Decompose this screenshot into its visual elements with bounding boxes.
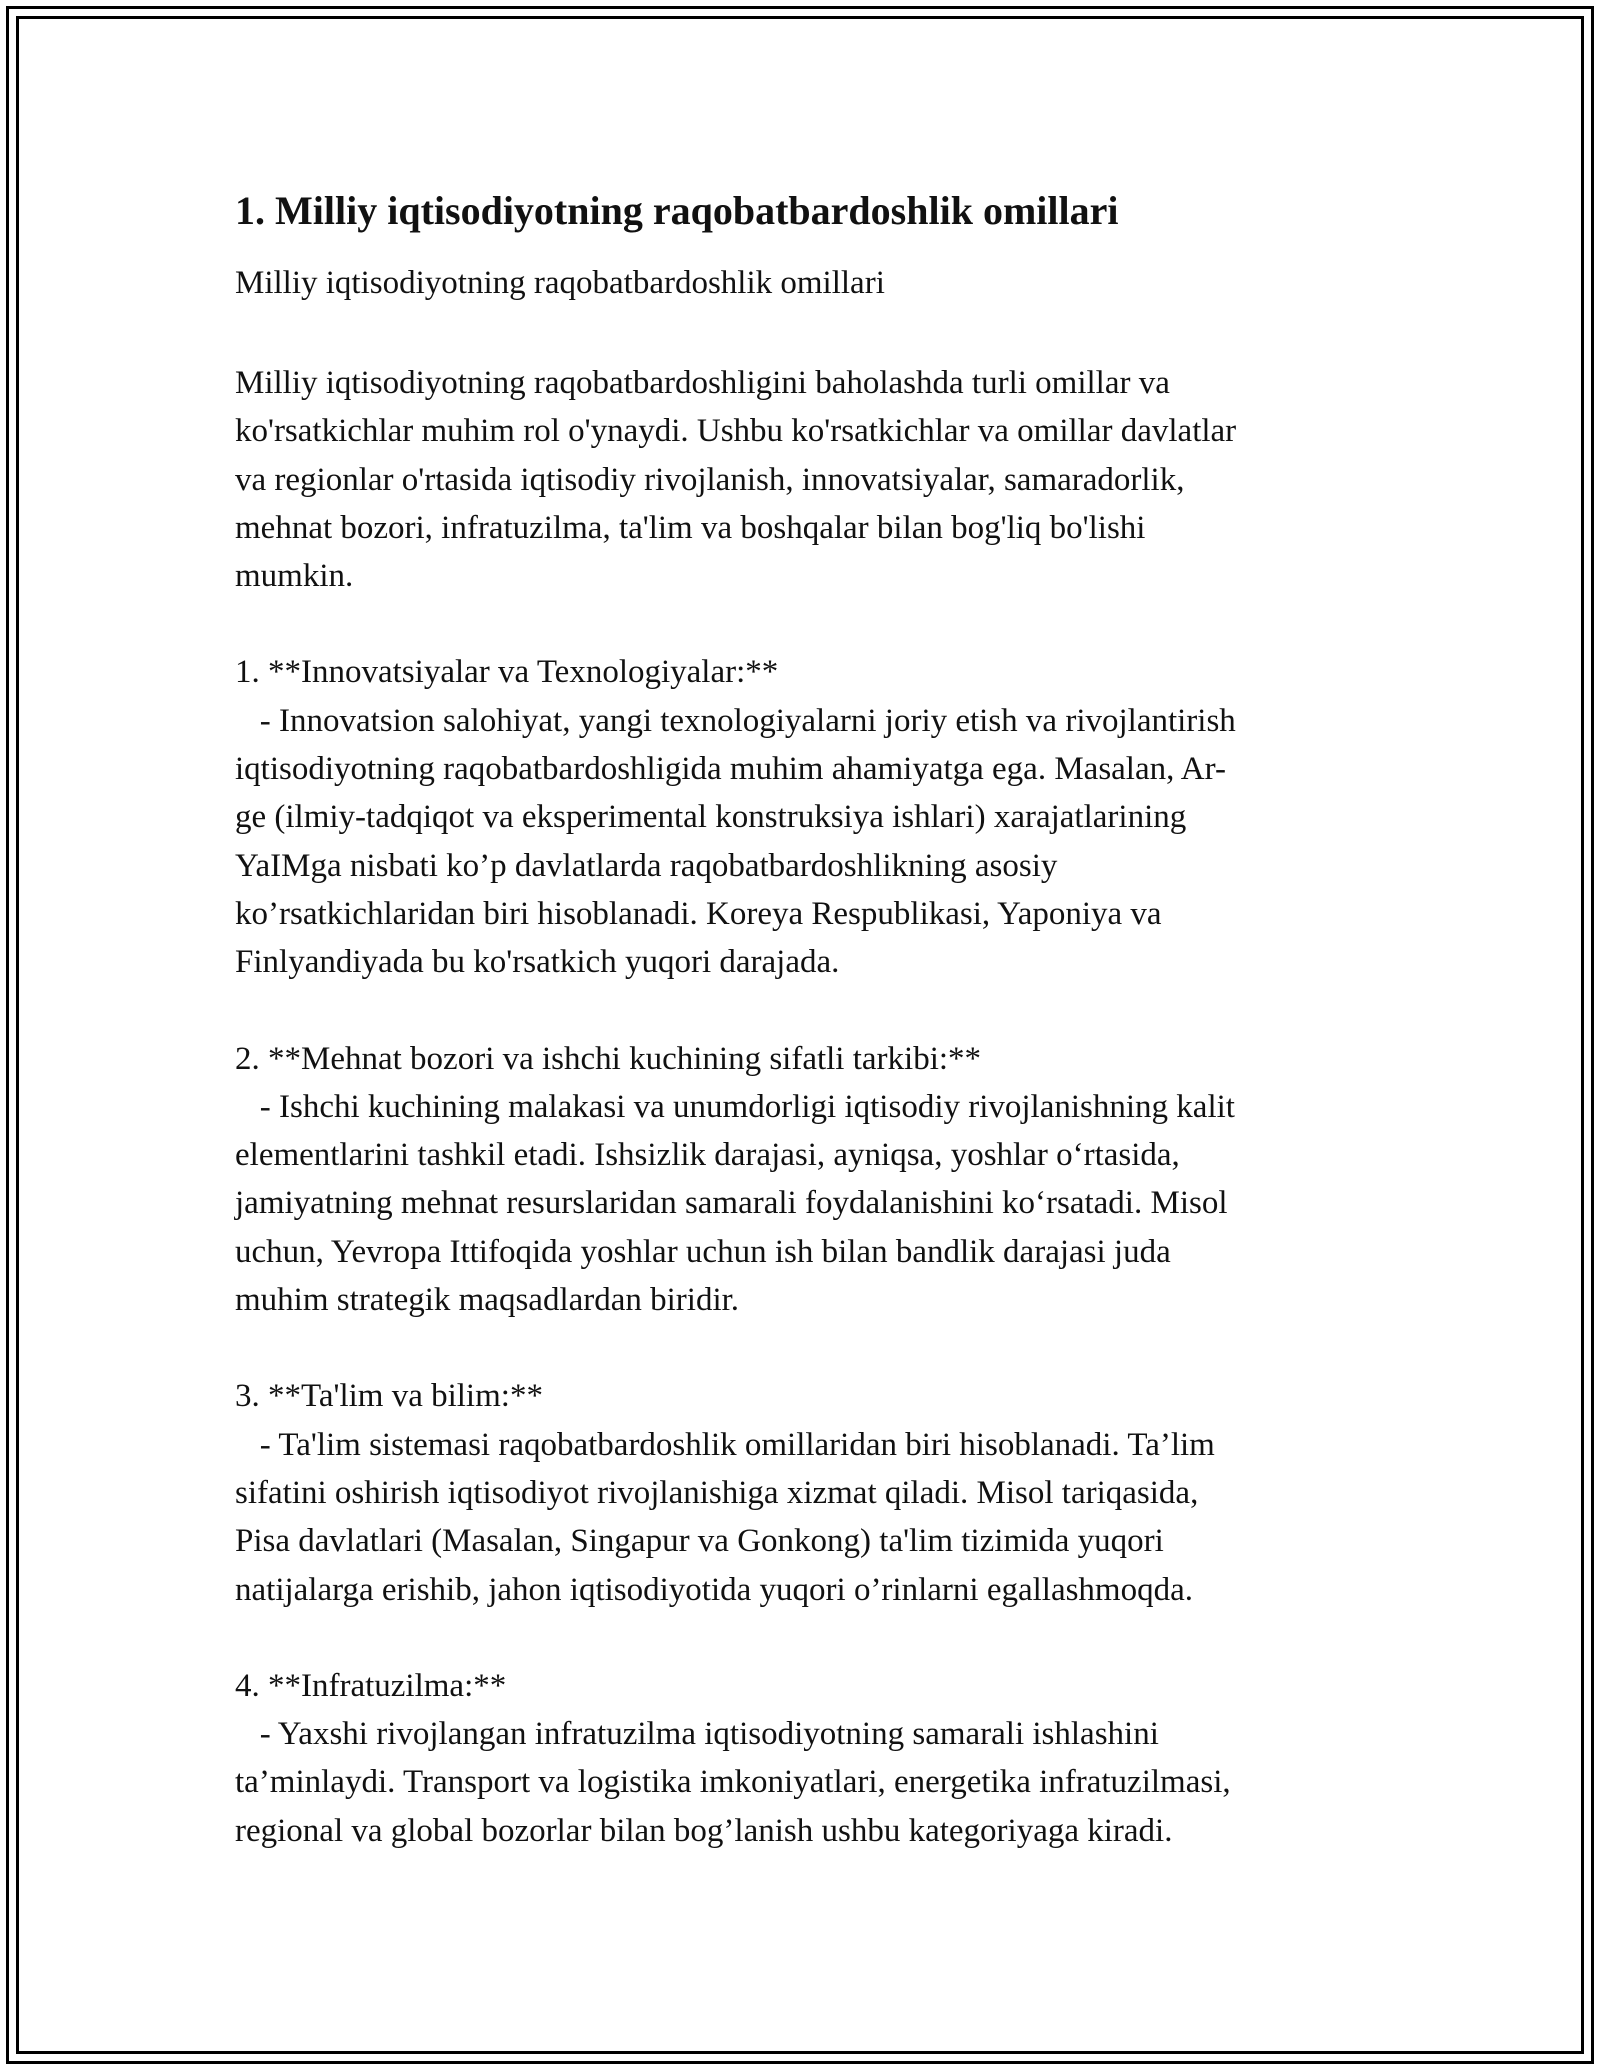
section-line: elementlarini tashkil etadi. Ishsizlik darajasi, ayniqsa, yoshlar o‘rtasida, xyxy=(235,1137,1180,1174)
section-line: natijalarga erishib, jahon iqtisodiyotida yuqori o’rinlarni egallashmoqda. xyxy=(235,1571,1193,1608)
section-line: sifatini oshirish iqtisodiyot rivojlanishiga xizmat qiladi. Misol tariqasida, xyxy=(235,1474,1199,1511)
section-heading: 4. **Infratuzilma:** xyxy=(235,1667,507,1704)
section-education xyxy=(235,1372,1365,1613)
section-line: - Ishchi kuchining malakasi va unumdorligi iqtisodiy rivojlanishning kalit xyxy=(235,1088,1235,1125)
intro-line: ko'rsatkichlar muhim rol o'ynaydi. Ushbu ko'rsatkichlar va omillar davlatlar xyxy=(235,413,1237,450)
section-heading: 3. **Ta'lim va bilim:** xyxy=(235,1378,543,1415)
page-subtitle: Milliy iqtisodiyotning raqobatbardoshlik omillari xyxy=(235,265,885,301)
section-line: Finlyandiyada bu ko'rsatkich yuqori darajada. xyxy=(235,944,840,981)
intro-line: mehnat bozori, infratuzilma, ta'lim va boshqalar bilan bog'liq bo'lishi xyxy=(235,509,1146,546)
section-heading: 1. **Innovatsiyalar va Texnologiyalar:** xyxy=(235,654,779,691)
section-line: muhim strategik maqsadlardan biridir. xyxy=(235,1282,740,1319)
section-line: - Yaxshi rivojlangan infratuzilma iqtisodiyotning samarali ishlashini xyxy=(235,1716,1159,1753)
section-line: ge (ilmiy-tadqiqot va eksperimental konstruksiya ishlari) xarajatlarining xyxy=(235,799,1187,836)
section-line: Pisa davlatlari (Masalan, Singapur va Gonkong) ta'lim tizimida yuqori xyxy=(235,1523,1164,1560)
intro-line: Milliy iqtisodiyotning raqobatbardoshligini baholashda turli omillar va xyxy=(235,365,1170,401)
section-infrastructure xyxy=(235,1662,1365,1855)
intro-paragraph xyxy=(235,359,1365,600)
section-line: regional va global bozorlar bilan bog’lanish ushbu kategoriyaga kiradi. xyxy=(235,1812,1173,1849)
section-line: YaIMga nisbati ko’p davlatlarda raqobatbardoshlikning asosiy xyxy=(235,847,1058,884)
section-innovations xyxy=(235,648,1365,986)
section-line: ta’minlaydi. Transport va logistika imkoniyatlari, energetika infratuzilmasi, xyxy=(235,1764,1231,1801)
intro-line: va regionlar o'rtasida iqtisodiy rivojlanish, innovatsiyalar, samaradorlik, xyxy=(235,461,1185,498)
section-line: jamiyatning mehnat resurslaridan samarali foydalanishini ko‘rsatadi. Misol xyxy=(235,1185,1228,1222)
section-heading: 2. **Mehnat bozori va ishchi kuchining sifatli tarkibi:** xyxy=(235,1040,982,1077)
section-line: uchun, Yevropa Ittifoqida yoshlar uchun ish bilan bandlik darajasi juda xyxy=(235,1233,1171,1270)
section-line: - Ta'lim sistemasi raqobatbardoshlik omillaridan biri hisoblanadi. Ta’lim xyxy=(235,1426,1215,1463)
section-line: iqtisodiyotning raqobatbardoshligida muhim ahamiyatga ega. Masalan, Ar- xyxy=(235,751,1226,788)
section-labor-market xyxy=(235,1035,1365,1325)
section-line: - Innovatsion salohiyat, yangi texnologiyalarni joriy etish va rivojlantirish xyxy=(235,702,1236,739)
section-line: ko’rsatkichlaridan biri hisoblanadi. Koreya Respublikasi, Yaponiya va xyxy=(235,895,1162,932)
document-body xyxy=(235,185,1365,1855)
intro-line: mumkin. xyxy=(235,558,354,595)
page-title: 1. Milliy iqtisodiyotning raqobatbardoshlik omillari xyxy=(235,188,1119,233)
